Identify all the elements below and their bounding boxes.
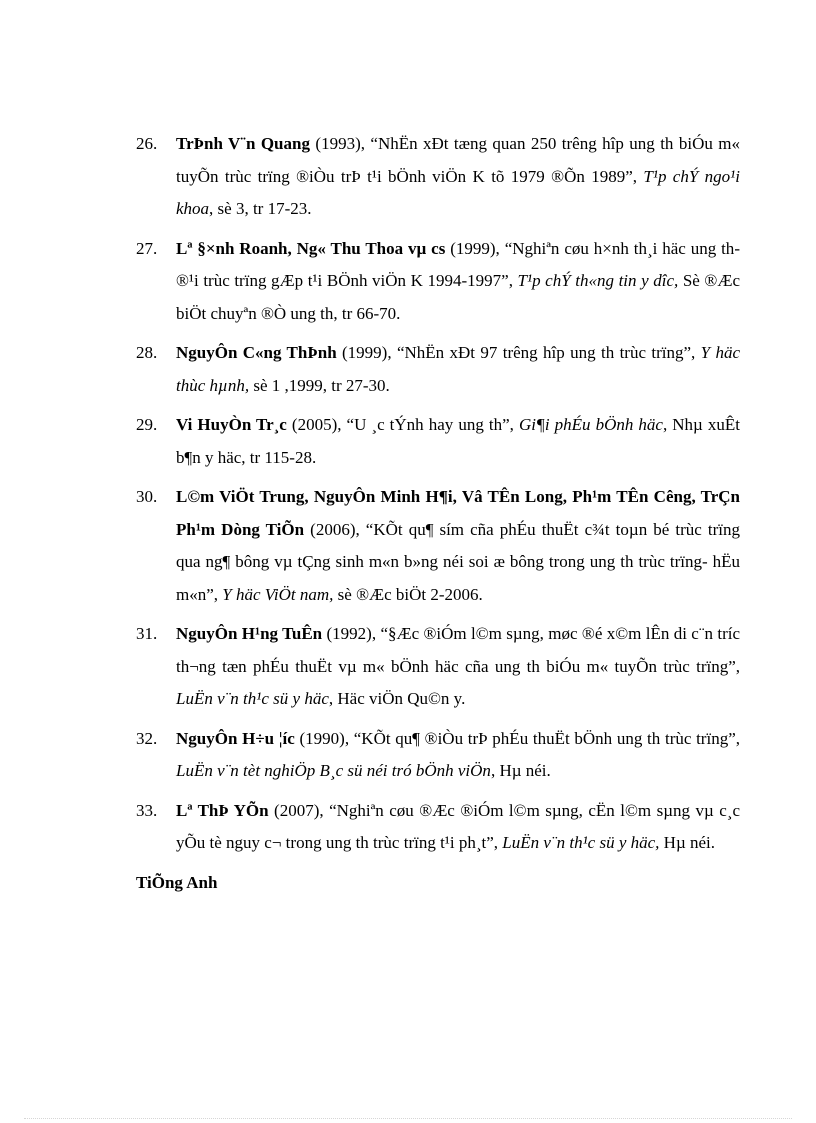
reference-text: (1990), “KÕt qu¶ ®iÒu trÞ phÉu thuËt bÖnh ung th trùc trïng”, bbox=[294, 728, 740, 748]
reference-text: (1993), “NhËn xÐt tæng quan 250 trêng hîp ung th biÓu m« tuyÕn trùc trïng ®iÒu trÞ t¹i bÖnh viÖn K tõ 1979 ®Õn 1989”, bbox=[176, 134, 740, 186]
reference-details: sè 1 ,1999, tr 27-30. bbox=[249, 375, 390, 395]
reference-item bbox=[136, 618, 740, 716]
reference-source: Gi¶i phÉu bÖnh häc bbox=[518, 415, 663, 434]
reference-number: 30. bbox=[136, 487, 158, 506]
reference-item bbox=[136, 233, 740, 331]
reference-authors: TrÞnh V¨n Quang bbox=[176, 134, 310, 153]
reference-details: , Häc viÖn Qu©n y. bbox=[328, 689, 466, 708]
reference-source: LuËn v¨n th¹c sü y häc bbox=[176, 689, 329, 708]
reference-authors: NguyÔn H÷u ¦íc bbox=[176, 728, 295, 748]
reference-number: 26. bbox=[136, 134, 158, 153]
section-heading: TiÕng Anh bbox=[136, 872, 218, 892]
page-bottom-divider bbox=[24, 1118, 792, 1119]
reference-list bbox=[136, 128, 740, 899]
reference-source: Y häc ViÖt nam, bbox=[222, 584, 334, 604]
reference-text: (1992), “§Æc ®iÓm l©m sµng, møc ®é x©m lÊn di c¨n tríc th¬ng tæn phÉu thuËt vµ m« bÖnh häc cña ung th biÓu m« tuyÕn trùc trïng”, bbox=[176, 624, 741, 676]
reference-text: (1999), “Nghiªn cøu h×nh th¸i häc ung th ®¹i trùc trïng gÆp t¹i BÖnh viÖn K 1994-1997”, bbox=[176, 238, 740, 290]
reference-item bbox=[136, 481, 740, 611]
reference-source: T¹p chÝ th«ng tin y dîc, bbox=[517, 271, 679, 290]
reference-authors: Lª ThÞ YÕn bbox=[176, 800, 269, 820]
reference-number: 31. bbox=[136, 624, 158, 643]
reference-details: Hµ néi. bbox=[659, 833, 716, 852]
reference-details: , Hµ néi. bbox=[490, 761, 551, 780]
reference-details: Sè ®Æc biÖt chuyªn ®Ò ung th, tr 66-70. bbox=[176, 271, 741, 323]
reference-authors: Lª §×nh Roanh, Ng« Thu Thoa vµ cs bbox=[176, 238, 446, 258]
reference-authors: NguyÔn C«ng ThÞnh bbox=[176, 343, 337, 362]
reference-source: LuËn v¨n tèt nghiÖp B¸c sü néi tró bÖnh viÖn bbox=[176, 761, 491, 780]
reference-authors: NguyÔn H¹ng TuÊn bbox=[176, 624, 323, 643]
reference-authors: Vi HuyÒn Tr¸c bbox=[176, 415, 287, 434]
reference-details: sè ®Æc biÖt 2-2006. bbox=[333, 584, 483, 604]
reference-number: 28. bbox=[136, 343, 158, 362]
reference-text: (1999), “NhËn xÐt 97 trêng hîp ung th trùc trïng”, bbox=[336, 343, 701, 362]
reference-item bbox=[136, 795, 740, 860]
reference-authors: L©m ViÖt Trung, NguyÔn Minh H¶i, Vâ TÊn Long, Ph¹m TÊn Cêng, TrÇn Ph¹m Dòng TiÕn bbox=[176, 487, 740, 539]
reference-details: , sè 3, tr 17-23. bbox=[209, 199, 312, 218]
reference-source: T¹p chÝ ngo¹i khoa bbox=[176, 166, 740, 218]
reference-source: Y häc thùc hµnh, bbox=[176, 343, 741, 395]
reference-number: 29. bbox=[136, 415, 158, 434]
reference-number: 32. bbox=[136, 728, 158, 748]
reference-number: 27. bbox=[136, 238, 158, 258]
reference-details: , Nhµ xuÊt b¶n y häc, tr 115-28. bbox=[176, 415, 740, 467]
reference-number: 33. bbox=[136, 800, 158, 820]
reference-source: LuËn v¨n th¹c sü y häc, bbox=[502, 833, 660, 852]
reference-text: (2007), “Nghiªn cøu ®Æc ®iÓm l©m sµng, cËn l©m sµng vµ c¸c yÕu tè nguy c¬ trong ung th trùc trïng t¹i ph¸t”, bbox=[176, 800, 740, 852]
reference-item bbox=[136, 409, 740, 474]
reference-item bbox=[136, 723, 740, 788]
reference-text: (2006), “KÕt qu¶ sím cña phÉu thuËt c¾t toµn bé trùc trïng qua ng¶ bông vµ tÇng sinh m«n b»ng néi soi æ bông trong ung th trùc trïng- hËu m«n”, bbox=[176, 519, 740, 604]
reference-item bbox=[136, 128, 740, 226]
reference-text: (2005), “U ¸c tÝnh hay ung th”, bbox=[286, 415, 519, 434]
reference-item bbox=[136, 337, 740, 402]
